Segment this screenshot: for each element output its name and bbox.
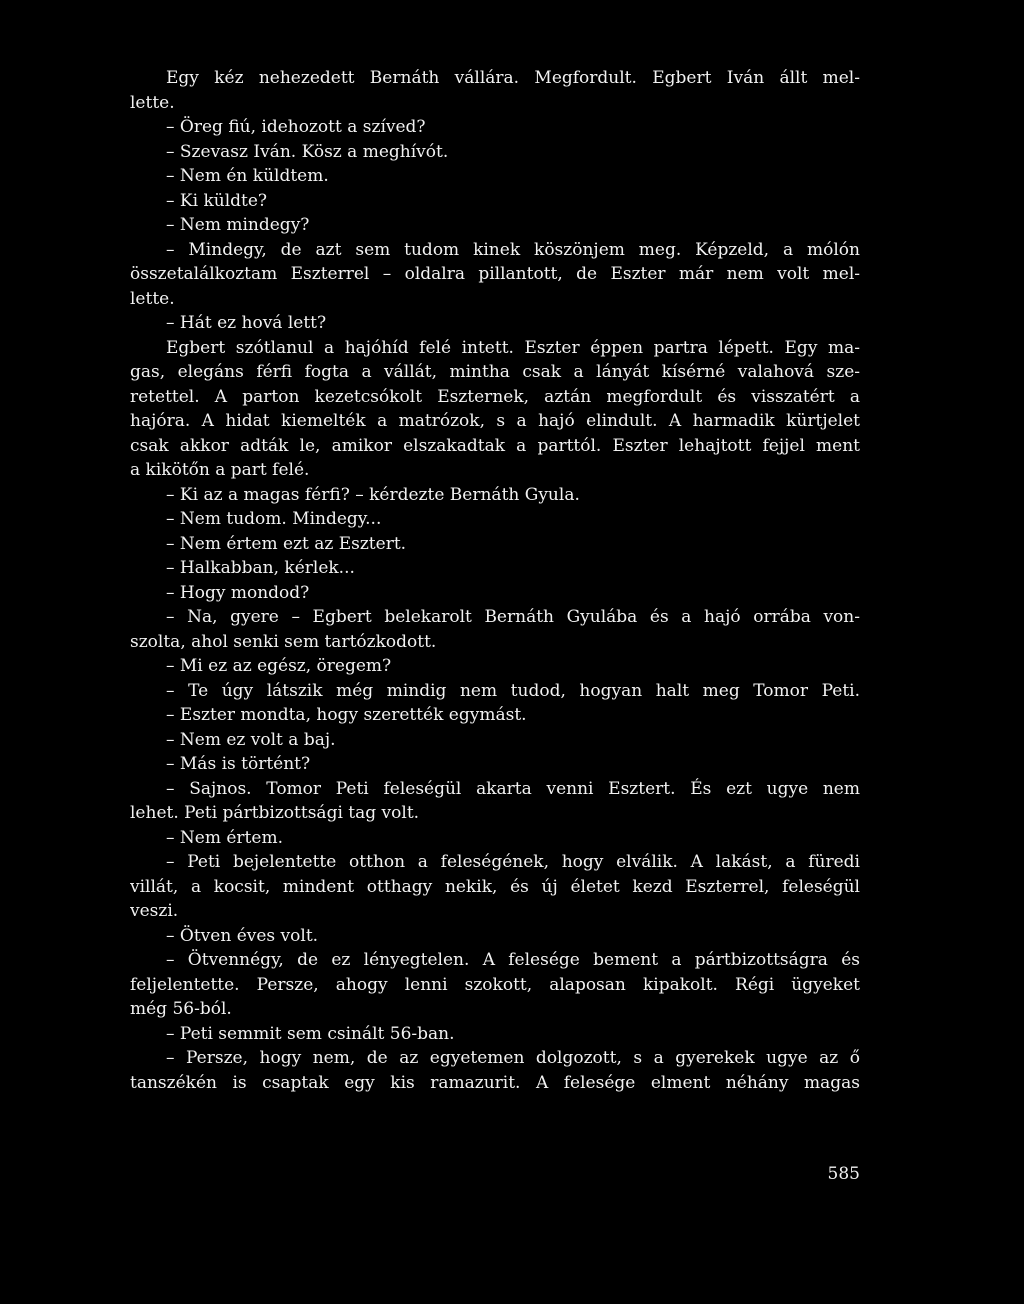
text-line: – Ki az a magas férfi? – kérdezte Bernáth Gyula.	[166, 484, 580, 505]
page-text	[130, 66, 860, 1095]
text-line: – Ötvennégy, de ez lényegtelen. A felesége bement a pártbizottságra és	[166, 950, 860, 970]
text-line: lehet. Peti pártbizottsági tag volt.	[130, 803, 420, 823]
text-line: – Nem értem ezt az Esztert.	[166, 533, 407, 554]
text-line: feljelentette. Persze, ahogy lenni szokott, alaposan kipakolt. Régi ügyeket	[130, 974, 860, 995]
text-line: – Te úgy látszik még mindig nem tudod, hogyan halt meg Tomor Peti.	[166, 680, 860, 701]
text-line: – Nem ez volt a baj.	[166, 729, 336, 750]
text-line: – Öreg fiú, idehozott a szíved?	[166, 117, 426, 137]
text-line: lette.	[130, 288, 175, 309]
text-line: villát, a kocsit, mindent otthagy nekik, és új életet kezd Eszterrel, feleségül	[130, 876, 860, 897]
text-line: – Hát ez hová lett?	[166, 313, 327, 333]
text-line: – Mi ez az egész, öregem?	[166, 656, 392, 676]
text-line: – Eszter mondta, hogy szerették egymást.	[166, 705, 527, 725]
page-number: 585	[827, 1164, 860, 1184]
text-line: csak akkor adták le, amikor elszakadtak a parttól. Eszter lehajtott fejjel ment	[130, 435, 860, 456]
text-line: – Sajnos. Tomor Peti feleségül akarta venni Esztert. És ezt ugye nem	[166, 778, 860, 799]
text-line: – Halkabban, kérlek...	[166, 558, 355, 578]
text-line: – Mindegy, de azt sem tudom kinek köszönjem meg. Képzeld, a mólón	[166, 239, 860, 260]
text-line: – Na, gyere – Egbert belekarolt Bernáth Gyulába és a hajó orrába von-	[166, 607, 860, 627]
text-line: tanszékén is csaptak egy kis ramazurit. A felesége elment néhány magas	[130, 1072, 860, 1093]
text-line: – Nem mindegy?	[166, 215, 310, 235]
text-line: – Nem tudom. Mindegy...	[166, 509, 382, 529]
text-line: – Szevasz Iván. Kösz a meghívót.	[166, 141, 449, 162]
book-page	[130, 66, 860, 1266]
text-line: – Nem értem.	[166, 827, 283, 848]
text-line: gas, elegáns férfi fogta a vállát, mintha csak a lányát kísérné valahová sze-	[130, 362, 860, 382]
text-line: még 56-ból.	[130, 999, 232, 1019]
text-line: szolta, ahol senki sem tartózkodott.	[130, 631, 437, 652]
text-line: – Hogy mondod?	[166, 582, 310, 603]
text-line: retettel. A parton kezetcsókolt Eszternek, aztán megfordult és visszatért a	[130, 386, 860, 407]
text-line: Egy kéz nehezedett Bernáth vállára. Megfordult. Egbert Iván állt mel-	[166, 68, 860, 88]
text-line: – Peti bejelentette otthon a feleségének, hogy elválik. A lakást, a füredi	[166, 852, 860, 872]
text-line: lette.	[130, 92, 175, 113]
text-line: Egbert szótlanul a hajóhíd felé intett. Eszter éppen partra lépett. Egy ma-	[166, 337, 860, 358]
text-line: – Persze, hogy nem, de az egyetemen dolgozott, s a gyerekek ugye az ő	[166, 1048, 860, 1068]
text-line: hajóra. A hidat kiemelték a matrózok, s a hajó elindult. A harmadik kürtjelet	[130, 411, 860, 431]
text-line: – Nem én küldtem.	[166, 166, 329, 186]
text-line: összetalálkoztam Eszterrel – oldalra pillantott, de Eszter már nem volt mel-	[130, 264, 860, 284]
text-line: a kikötőn a part felé.	[130, 460, 310, 480]
text-line: veszi.	[130, 901, 179, 921]
text-line: – Peti semmit sem csinált 56-ban.	[166, 1023, 455, 1044]
text-line: – Ki küldte?	[166, 190, 268, 211]
text-line: – Más is történt?	[166, 754, 311, 774]
text-line: – Ötven éves volt.	[166, 925, 319, 946]
